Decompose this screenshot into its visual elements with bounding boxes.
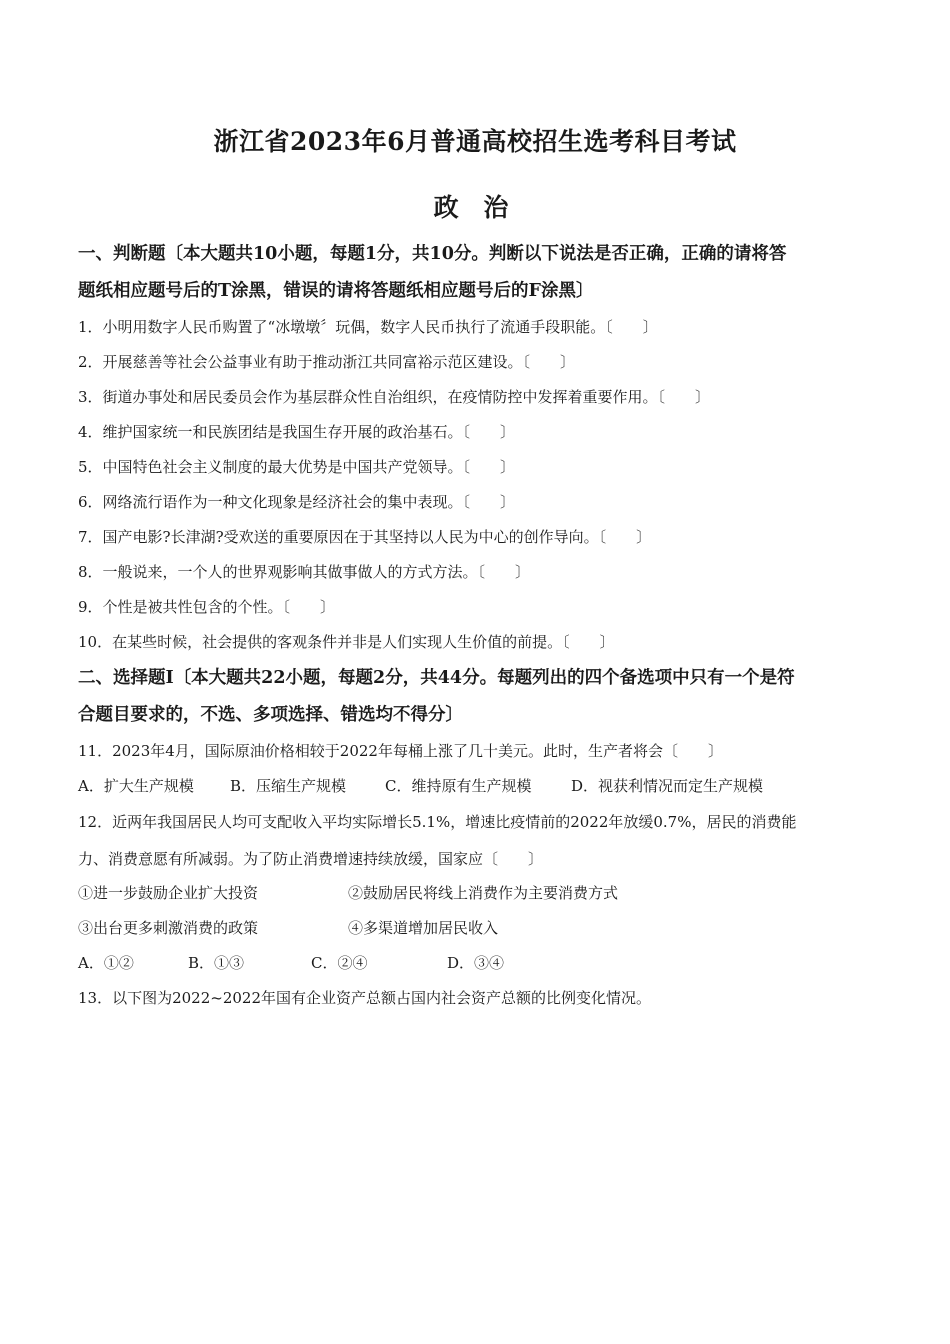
question-12-statement-2: ②鼓励居民将线上消费作为主要消费方式 (348, 884, 619, 902)
subject-title: 政 治 (433, 193, 517, 222)
question-1: 1．小明用数字人民币购置了“冰墩墩〞玩偶，数字人民币执行了流通手段职能。〔 〕 (78, 318, 658, 336)
question-10: 10．在某些时候，社会提供的客观条件并非是人们实现人生价值的前提。〔 〕 (78, 633, 615, 651)
question-11-option-a: A．扩大生产规模 (78, 777, 194, 795)
question-2: 2．开展慈善等社会公益事业有助于推动浙江共同富裕示范区建设。〔 〕 (78, 353, 576, 371)
question-9: 9．个性是被共性包含的个性。〔 〕 (78, 598, 336, 616)
question-12-statement-1: ①进一步鼓励企业扩大投资 (78, 884, 259, 902)
question-12-statement-3: ③出台更多刺激消费的政策 (78, 919, 259, 937)
section2-heading-cont: 合题目要求的，不选、多项选择、错选均不得分〕 (78, 705, 463, 725)
section1-heading: 一、判断题〔本大题共10小题，每题1分，共10分。判断以下说法是否正确，正确的请将答 (78, 244, 787, 264)
question-3: 3．街道办事处和居民委员会作为基层群众性自治组织，在疫情防控中发挥着重要作用。〔 〕 (78, 388, 711, 406)
section1-heading-cont: 题纸相应题号后的T涂黑，错误的请将答题纸相应题号后的F涂黑〕 (78, 281, 594, 301)
question-11-stem: 11．2023年4月，国际原油价格相较于2022年每桶上涨了几十美元。此时，生产者将会〔 〕 (78, 742, 723, 760)
question-13-stem: 13．以下图为2022~2022年国有企业资产总额占国内社会资产总额的比例变化情况。 (78, 989, 652, 1007)
question-12-stem: 12．近两年我国居民人均可支配收入平均实际增长5.1%，增速比疫情前的2022年放缓0.7%，居民的消费能 (78, 813, 797, 831)
question-6: 6．网络流行语作为一种文化现象是经济社会的集中表现。〔 〕 (78, 493, 516, 511)
question-11-option-b: B．压缩生产规模 (230, 777, 347, 795)
question-4: 4．维护国家统一和民族团结是我国生存开展的政治基石。〔 〕 (78, 423, 516, 441)
question-12-option-c: C．②④ (311, 954, 368, 972)
question-5: 5．中国特色社会主义制度的最大优势是中国共产党领导。〔 〕 (78, 458, 516, 476)
question-11-option-c: C．维持原有生产规模 (385, 777, 532, 795)
question-11-option-d: D．视获利情况而定生产规模 (571, 777, 764, 795)
question-12-option-d: D．③④ (447, 954, 505, 972)
question-12-option-a: A．①② (78, 954, 134, 972)
exam-title: 浙江省2023年6月普通高校招生选考科目考试 (213, 127, 737, 156)
question-8: 8．一般说来，一个人的世界观影响其做事做人的方式方法。〔 〕 (78, 563, 531, 581)
question-12-stem-cont: 力、消费意愿有所减弱。为了防止消费增速持续放缓，国家应〔 〕 (78, 850, 544, 868)
question-7: 7．国产电影?长津湖?受欢送的重要原因在于其坚持以人民为中心的创作导向。〔 〕 (78, 528, 652, 546)
section2-heading: 二、选择题I〔本大题共22小题，每题2分，共44分。每题列出的四个备选项中只有一个是符 (78, 668, 795, 688)
question-12-statement-4: ④多渠道增加居民收入 (348, 919, 499, 937)
question-12-option-b: B．①③ (188, 954, 245, 972)
